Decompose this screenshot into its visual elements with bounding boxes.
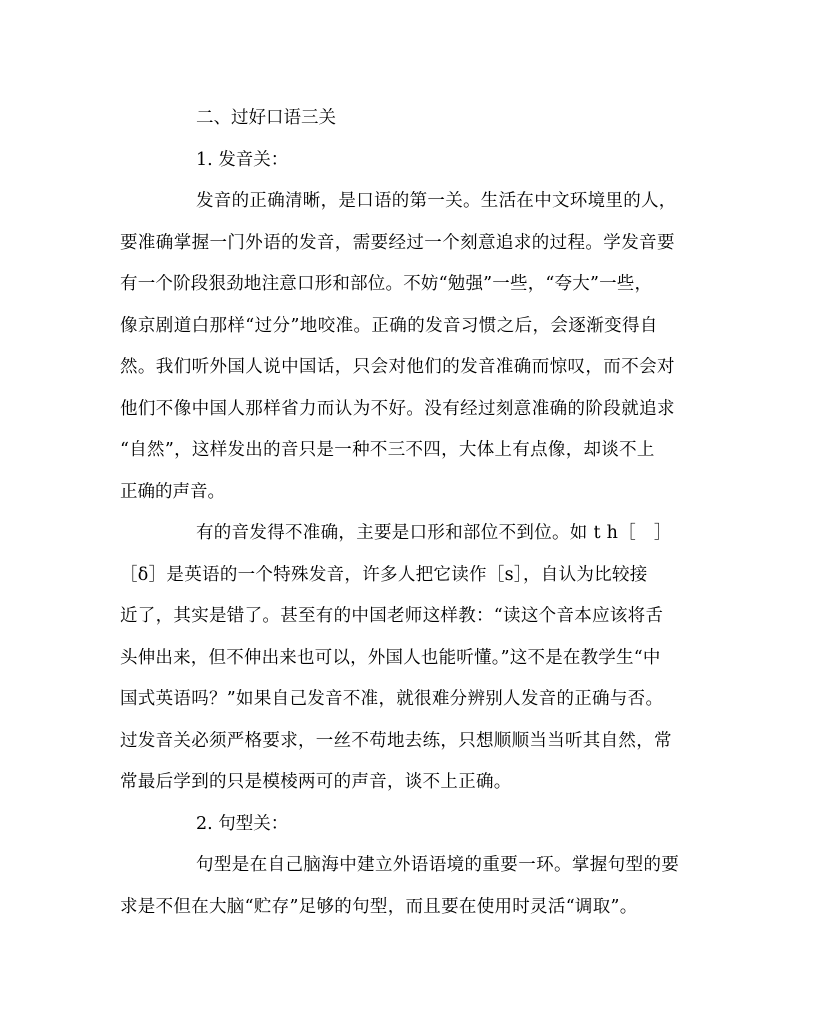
paragraph-line: 正确的声音。 [120, 482, 225, 502]
paragraph-line: 像京剧道白那样“过分”地咬准。正确的发音习惯之后，会逐渐变得自 [120, 316, 658, 336]
paragraph-line: “自然”，这样发出的音只是一种不三不四，大体上有点像，却谈不上 [120, 440, 655, 460]
subsection-heading-sentence-patterns: 2. 句型关： [196, 814, 289, 834]
paragraph-line: 有一个阶段狠劲地注意口形和部位。不妨“勉强”一些，“夸大”一些， [120, 274, 653, 294]
paragraph-line: 头伸出来，但不伸出来也可以，外国人也能听懂。”这不是在教学生“中 [120, 648, 661, 668]
section-heading: 二、过好口语三关 [196, 108, 336, 128]
subsection-heading-pronunciation: 1. 发音关： [196, 150, 289, 170]
paragraph-line: ［δ］是英语的一个特殊发音，许多人把它读作［s］，自认为比较接 [120, 565, 648, 585]
paragraph-line: 有的音发得不准确，主要是口形和部位不到位。如 t h［ ］ [196, 523, 672, 543]
paragraph-line: 常最后学到的只是模棱两可的声音，谈不上正确。 [120, 772, 512, 792]
paragraph-line: 国式英语吗？”如果自己发音不准，就很难分辨别人发音的正确与否。 [120, 689, 664, 709]
paragraph-line: 他们不像中国人那样省力而认为不好。没有经过刻意准确的阶段就追求 [120, 399, 675, 419]
paragraph-line: 过发音关必须严格要求，一丝不苟地去练，只想顺顺当当听其自然，常 [120, 731, 672, 751]
paragraph-line: 近了，其实是错了。甚至有的中国老师这样教：“读这个音本应该将舌 [120, 606, 664, 626]
paragraph-line: 要准确掌握一门外语的发音，需要经过一个刻意追求的过程。学发音要 [120, 233, 675, 253]
paragraph-line: 然。我们听外国人说中国话，只会对他们的发音准确而惊叹，而不会对 [120, 357, 675, 377]
paragraph-line: 求是不但在大脑“贮存”足够的句型，而且要在使用时灵活“调取”。 [120, 897, 638, 917]
paragraph-line: 发音的正确清晰，是口语的第一关。生活在中文环境里的人， [196, 191, 677, 211]
paragraph-line: 句型是在自己脑海中建立外语语境的重要一环。掌握句型的要 [196, 855, 680, 875]
